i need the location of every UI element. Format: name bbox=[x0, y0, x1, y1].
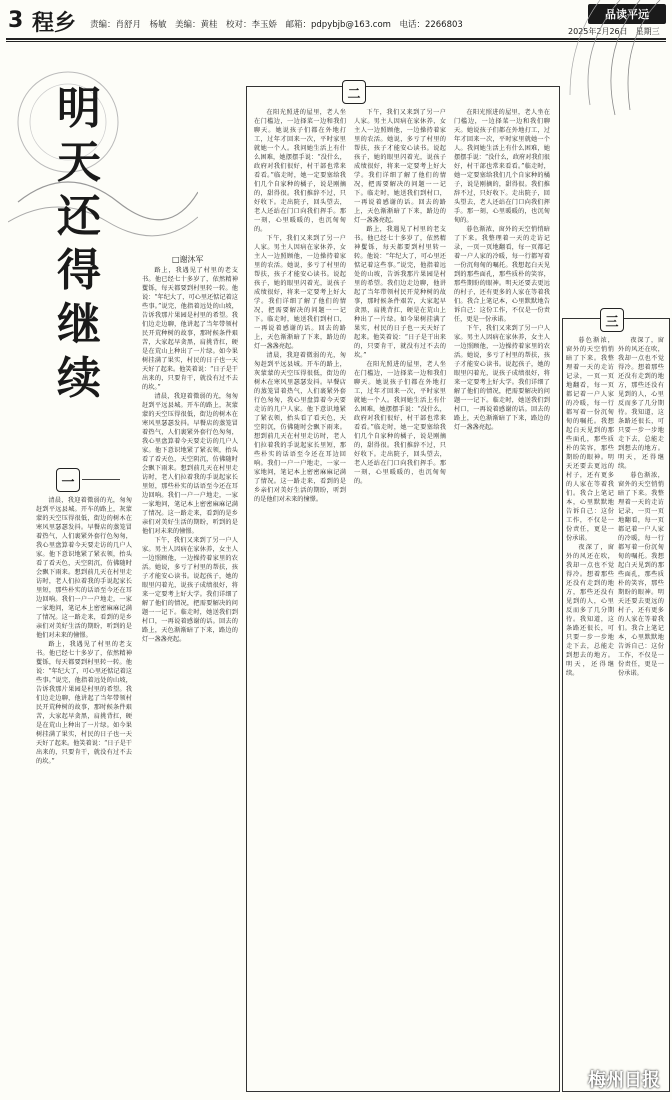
paragraph: 路上，我遇见了村里的老支书。他已经七十多岁了，依然精神矍铄，每天都要到村里转一转。他说：“年纪大了，可心里还惦记着这些事。”说完，他指着远处的山坡，告诉我那片果园是村里的希望。我们边走边聊，他讲起了当年带领村民开荒种树的故事，那时候条件艰苦，大家起早贪黑，肩挑背扛，硬是在荒山上种出了一片绿。如今果树挂满了果实，村民的日子也一天天好了起来。他笑着说：“日子是干出来的，只要肯干，就没有过不去的坎。” bbox=[36, 641, 132, 765]
paragraph: 在阳光照进的屋里，老人坐在门槛边，一边择菜一边和我们聊天。她说孩子们都在外地打工，过年才回来一次，平时家里就她一个人。我问她生活上有什么困难，她摆摆手说：“没什么，政府对我们很好，村干部也常来看看。”临走时，她一定要塞给我们几个自家种的橘子，说是刚摘的，甜得很。我们推辞不过，只好收下。走出院子，回头望去，老人还站在门口向我们挥手。那一刻，心里暖暖的，也沉甸甸的。 bbox=[354, 361, 446, 485]
paragraph: 下午，我们又来到了另一户人家。男主人因病在家休养，女主人一边照顾他，一边操持着家里的农活。她说，多亏了村里的帮扶，孩子才能安心读书。说起孩子，她的眼里闪着光，说孩子成绩很好，将来一定要考上好大学。我们详细了解了他们的情况，把需要解决的问题一一记下。临走时，她送我们到村口，一再说着感谢的话。回去的路上，天色渐渐暗了下来，路边的灯一盏盏亮起。 bbox=[454, 325, 550, 431]
paragraph: 路上，我遇见了村里的老支书。他已经七十多岁了，依然精神矍铄，每天都要到村里转一转。他说：“年纪大了，可心里还惦记着这些事。”说完，他指着远处的山坡，告诉我那片果园是村里的希望。我们边走边聊，他讲起了当年带领村民开荒种树的故事，那时候条件艰苦，大家起早贪黑，肩挑背扛，硬是在荒山上种出了一片绿。如今果树挂满了果实，村民的日子也一天天好了起来。他笑着说：“日子是干出来的，只要肯干，就没有过不去的坎。” bbox=[142, 267, 238, 391]
title-char: 还 bbox=[57, 191, 101, 242]
article-title bbox=[44, 82, 114, 406]
editor-credits: 责编：肖舒月 杨敏 美编：黄桂 校对：李玉娇 邮箱：pdpybjb@163.com 电话：2266803 bbox=[90, 20, 463, 30]
section-number-3: 三 bbox=[600, 308, 624, 332]
page-number: 3 bbox=[8, 8, 24, 33]
paragraph: 暮色渐浓，窗外的天空悄悄暗了下来。我整理着一天的走访记录，一页一页地翻看，每一页都记着一户人家的冷暖，每一行都写着一份沉甸甸的嘱托。我想起白天见到的那些面孔，那些质朴的笑容，那些期盼的眼神。明天还要去更远的村子，还有更多的人家在等着我们。我合上笔记本，心里默默地告诉自己：这份工作，不仅是一份责任，更是一份承诺。 bbox=[618, 472, 664, 677]
paragraph: 下午，我们又来到了另一户人家。男主人因病在家休养，女主人一边照顾他，一边操持着家里的农活。她说，多亏了村里的帮扶，孩子才能安心读书。说起孩子，她的眼里闪着光，说孩子成绩很好，将来一定要考上好大学。我们详细了解了他们的情况，把需要解决的问题一一记下。临走时，她送我们到村口，一再说着感谢的话。回去的路上，天色渐渐暗了下来，路边的灯一盏盏亮起。 bbox=[142, 537, 238, 643]
section-3-column-1 bbox=[566, 336, 614, 1081]
section-number-2: 二 bbox=[342, 80, 366, 104]
section-divider bbox=[82, 479, 120, 480]
column-logo: 品读平远 bbox=[588, 4, 666, 24]
publisher-watermark: 梅州日报 bbox=[588, 1070, 660, 1091]
paragraph: 夜深了，窗外的风还在吹，我却一点也不觉得冷。想着那些还没有走到的地方，那些还没有见到的人，心里反而多了几分期待。我知道，这条路还很长，可只要一步一步地走下去，总能走到想去的地方。明天，还得继续。 bbox=[566, 544, 614, 677]
paragraph: 夜深了，窗外的风还在吹，我却一点也不觉得冷。想着那些还没有走到的地方，那些还没有见到的人，心里反而多了几分期待。我知道，这条路还很长，可只要一步一步地走下去，总能走到想去的地方。明天，还得继续。 bbox=[618, 337, 664, 470]
paragraph: 在阳光照进的屋里，老人坐在门槛边，一边择菜一边和我们聊天。她说孩子们都在外地打工，过年才回来一次，平时家里就她一个人。我问她生活上有什么困难，她摆摆手说：“没什么，政府对我们很好，村干部也常来看看。”临走时，她一定要塞给我们几个自家种的橘子，说是刚摘的，甜得很。我们推辞不过，只好收下。走出院子，回头望去，老人还站在门口向我们挥手。那一刻，心里暖暖的，也沉甸甸的。 bbox=[254, 109, 346, 233]
section-1-column-2 bbox=[142, 266, 238, 1086]
author-byline: □谢沐军 bbox=[172, 255, 204, 264]
paragraph: 清晨，我迎着微弱的光，匆匆赶到平远县城。开车的路上，灰蒙蒙的天空压得很低，街边的树木在寒风里瑟瑟发抖。早餐店的蒸笼冒着热气，人们裹紧外套行色匆匆，我心里盘算着今天要走访的几户人家。他下意识地紧了紧衣领，抬头看了看天色，天空阴沉，仿佛随时会飘下雨来。想到前几天在村里走访时，老人们拉着我的手说起家长里短，那些朴实的话语至今还在耳边回响。我们一户一户地走，一家一家地问，笔记本上密密麻麻记满了情况。这一路走来，看到的是乡亲们对美好生活的期盼，听到的是他们对未来的憧憬。 bbox=[36, 497, 132, 639]
paragraph: 下午，我们又来到了另一户人家。男主人因病在家休养，女主人一边照顾他，一边操持着家里的农活。她说，多亏了村里的帮扶，孩子才能安心读书。说起孩子，她的眼里闪着光，说孩子成绩很好，将来一定要考上好大学。我们详细了解了他们的情况，把需要解决的问题一一记下。临走时，她送我们到村口，一再说着感谢的话。回去的路上，天色渐渐暗了下来，路边的灯一盏盏亮起。 bbox=[354, 109, 446, 224]
paragraph: 在阳光照进的屋里，老人坐在门槛边，一边择菜一边和我们聊天。她说孩子们都在外地打工，过年才回来一次，平时家里就她一个人。我问她生活上有什么困难，她摆摆手说：“没什么，政府对我们很好，村干部也常来看看。”临走时，她一定要塞给我们几个自家种的橘子，说是刚摘的，甜得很。我们推辞不过，只好收下。走出院子，回头望去，老人还站在门口向我们挥手。那一刻，心里暖暖的，也沉甸甸的。 bbox=[454, 109, 550, 224]
title-char: 明 bbox=[57, 83, 101, 134]
paragraph: 路上，我遇见了村里的老支书。他已经七十多岁了，依然精神矍铄，每天都要到村里转一转。他说：“年纪大了，可心里还惦记着这些事。”说完，他指着远处的山坡，告诉我那片果园是村里的希望。我们边走边聊，他讲起了当年带领村民开荒种树的故事，那时候条件艰苦，大家起早贪黑，肩挑背扛，硬是在荒山上种出了一片绿。如今果树挂满了果实，村民的日子也一天天好了起来。他笑着说：“日子是干出来的，只要肯干，就没有过不去的坎。” bbox=[354, 226, 446, 359]
paragraph: 下午，我们又来到了另一户人家。男主人因病在家休养，女主人一边照顾他，一边操持着家里的农活。她说，多亏了村里的帮扶，孩子才能安心读书。说起孩子，她的眼里闪着光，说孩子成绩很好，将来一定要考上好大学。我们详细了解了他们的情况，把需要解决的问题一一记下。临走时，她送我们到村口，一再说着感谢的话。回去的路上，天色渐渐暗了下来，路边的灯一盏盏亮起。 bbox=[254, 235, 346, 350]
section-2-column-3 bbox=[454, 108, 550, 1083]
title-char: 续 bbox=[57, 353, 101, 404]
section-3-column-2 bbox=[618, 336, 664, 1081]
paragraph: 暮色渐浓，窗外的天空悄悄暗了下来。我整理着一天的走访记录，一页一页地翻看，每一页都记着一户人家的冷暖，每一行都写着一份沉甸甸的嘱托。我想起白天见到的那些面孔，那些质朴的笑容，那些期盼的眼神。明天还要去更远的村子，还有更多的人家在等着我们。我合上笔记本，心里默默地告诉自己：这份工作，不仅是一份责任，更是一份承诺。 bbox=[454, 226, 550, 323]
section-2-column-2 bbox=[354, 108, 446, 1083]
title-char: 继 bbox=[57, 299, 101, 350]
issue-date: 2025年2月26日 星期三 bbox=[568, 27, 660, 36]
paragraph: 清晨，我迎着微弱的光，匆匆赶到平远县城。开车的路上，灰蒙蒙的天空压得很低，街边的树木在寒风里瑟瑟发抖。早餐店的蒸笼冒着热气，人们裹紧外套行色匆匆，我心里盘算着今天要走访的几户人家。他下意识地紧了紧衣领，抬头看了看天色，天空阴沉，仿佛随时会飘下雨来。想到前几天在村里走访时，老人们拉着我的手说起家长里短，那些朴实的话语至今还在耳边回响。我们一户一户地走，一家一家地问，笔记本上密密麻麻记满了情况。这一路走来，看到的是乡亲们对美好生活的期盼，听到的是他们对未来的憧憬。 bbox=[142, 393, 238, 535]
section-1-column-1 bbox=[36, 496, 132, 1086]
title-char: 得 bbox=[57, 245, 101, 296]
paragraph: 清晨，我迎着微弱的光，匆匆赶到平远县城。开车的路上，灰蒙蒙的天空压得很低，街边的树木在寒风里瑟瑟发抖。早餐店的蒸笼冒着热气，人们裹紧外套行色匆匆，我心里盘算着今天要走访的几户人家。他下意识地紧了紧衣领，抬头看了看天色，天空阴沉，仿佛随时会飘下雨来。想到前几天在村里走访时，老人们拉着我的手说起家长里短，那些朴实的话语至今还在耳边回响。我们一户一户地走，一家一家地问，笔记本上密密麻麻记满了情况。这一路走来，看到的是乡亲们对美好生活的期盼，听到的是他们对未来的憧憬。 bbox=[254, 352, 346, 503]
section-number-1: 一 bbox=[56, 468, 80, 492]
section-name: 程乡 bbox=[32, 11, 77, 36]
section-2-column-1 bbox=[254, 108, 346, 1083]
paragraph: 暮色渐浓，窗外的天空悄悄暗了下来。我整理着一天的走访记录，一页一页地翻看，每一页都记着一户人家的冷暖，每一行都写着一份沉甸甸的嘱托。我想起白天见到的那些面孔，那些质朴的笑容，那些期盼的眼神。明天还要去更远的村子，还有更多的人家在等着我们。我合上笔记本，心里默默地告诉自己：这份工作，不仅是一份责任，更是一份承诺。 bbox=[566, 337, 614, 542]
title-char: 天 bbox=[57, 137, 101, 188]
